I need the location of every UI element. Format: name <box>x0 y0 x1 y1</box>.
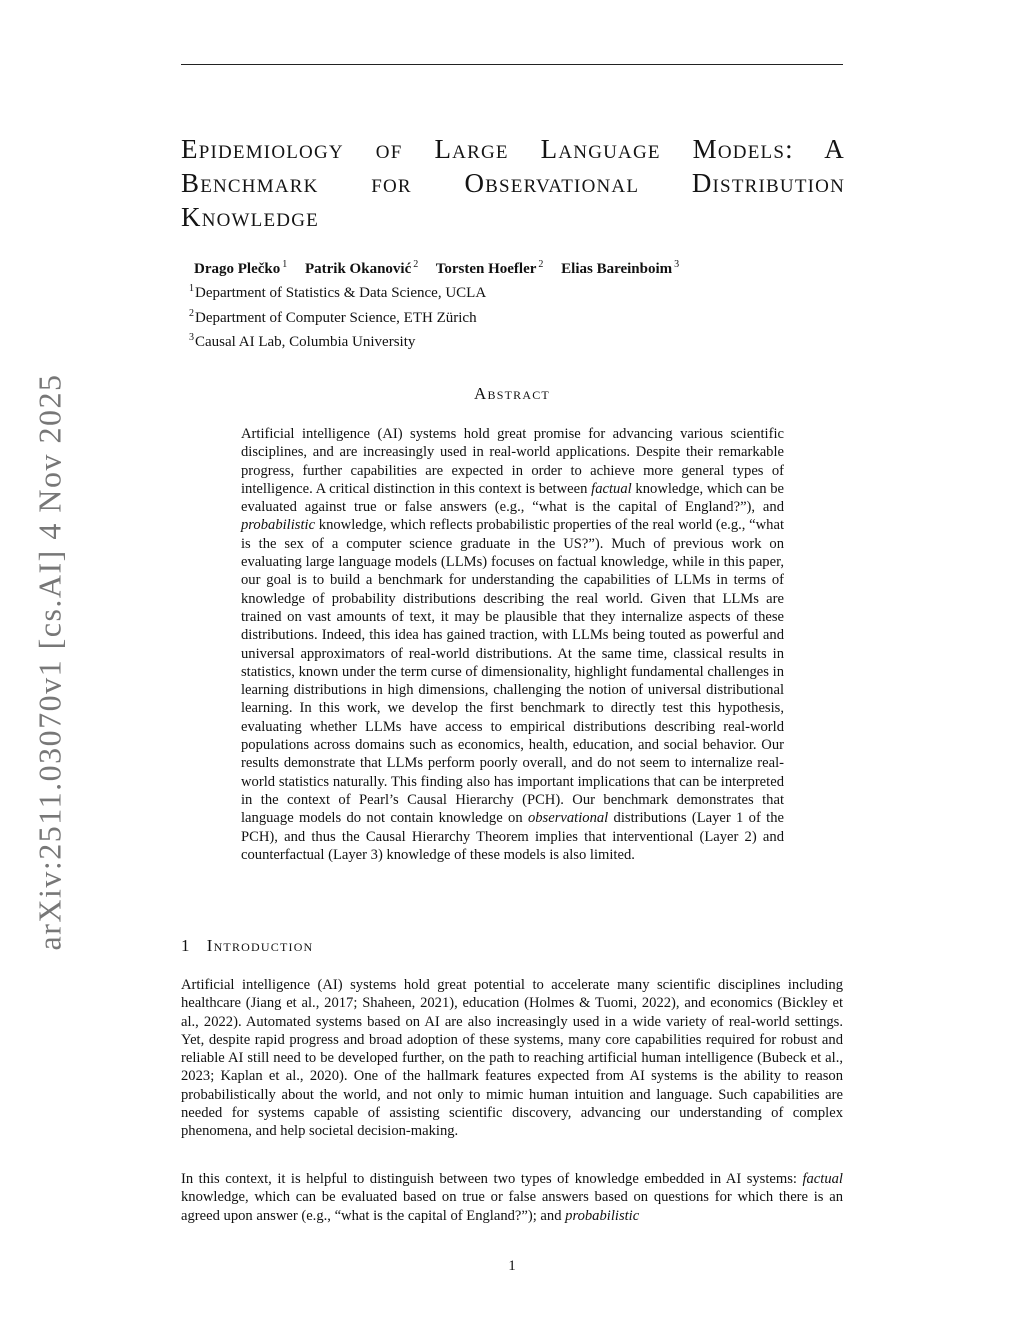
top-rule <box>181 64 843 65</box>
author <box>194 261 287 277</box>
author <box>561 261 679 277</box>
paragraph-text: knowledge, which can be evaluated based on true or false answers based on questions for which there is an agreed upon answer (e.g., “what is the capital of England?”); and <box>181 1189 843 1224</box>
affiliation-mark: 3 <box>189 332 194 343</box>
author-affil-mark: 2 <box>413 259 419 270</box>
author-name: Elias Bareinboim <box>561 261 673 277</box>
abstract-body <box>241 425 784 864</box>
abstract-text: Artificial intelligence (AI) systems hold great promise for advancing various scientific disciplines, and are increasingly used in real-world applications. Despite their remarkable progress, further capabilities are expected in order to achieve more general types of intelligence. A critical distinction in this context is between <box>241 426 784 497</box>
affiliation-mark: 1 <box>189 283 194 294</box>
paragraph-text: In this context, it is helpful to distinguish between two types of knowledge embedded in AI systems: <box>181 1171 803 1187</box>
author-name: Patrik Okanović <box>304 261 412 277</box>
title-line: Knowledge <box>181 202 319 232</box>
intro-paragraph <box>181 1170 843 1225</box>
author-affil-mark: 2 <box>538 259 544 270</box>
title-line: Benchmark for Observational Distribution <box>181 168 845 198</box>
paragraph-emphasis: probabilistic <box>565 1207 640 1224</box>
paragraph-emphasis: factual <box>802 1171 843 1187</box>
author-affil-mark: 1 <box>282 259 288 270</box>
affiliation <box>189 304 486 329</box>
abstract-text: knowledge, which can be evaluated against true or false answers (e.g., “what is the capital of England?”), and <box>241 480 784 516</box>
affiliation-text: Department of Computer Science, ETH Zürich <box>195 309 477 326</box>
author <box>436 261 544 277</box>
abstract-text: knowledge, which reflects probabilistic properties of the real world (e.g., “what is the sex of a computer science graduate in the US?”). Much of previous work on evaluating large language models (LLMs) focuses on factual knowledge, while in this paper, our goal is to build a benchmark for understanding the capabilities of LLMs in terms of knowledge of probability distributions describing the real world. Given that LLMs are trained on vast amounts of text, it may be plausible that they internalize aspects of these distributions. Indeed, this idea has gained traction, with LLMs being touted as powerful and universal approximators of real-world distributions. At the same time, classical results in statistics, known under the term curse of dimensionality, highlight fundamental challenges in learning distributions in high dimensions, challenging the notion of universal distributional learning. In this work, we develop the first benchmark to directly test this hypothesis, evaluating whether LLMs have access to empirical distributions describing real-world populations across domains such as economics, health, education, and social behavior. Our results demonstrate that LLMs perform poorly overall, and do not seem to internalize real-world statistics naturally. This finding also has important implications that can be interpreted in the context of Pearl’s Causal Hierarchy (PCH). Our benchmark demonstrates that language models do not contain knowledge on <box>241 517 784 827</box>
abstract-heading: Abstract <box>474 384 550 403</box>
affiliation-text: Department of Statistics & Data Science, UCLA <box>195 285 487 301</box>
author-name: Drago Plečko <box>194 261 281 277</box>
section-title: Introduction <box>206 936 314 955</box>
author-name: Torsten Hoefler <box>435 261 537 277</box>
abstract-text: distributions (Layer 1 of the PCH), and thus the Causal Hierarchy Theorem implies that interventional (Layer 2) and counterfactual (Layer 3) knowledge of these models is also limited. <box>241 810 784 863</box>
author-list <box>194 259 693 278</box>
intro-paragraph: Artificial intelligence (AI) systems hold great potential to accelerate many scientific disciplines including healthcare (Jiang et al., 2017; Shaheen, 2021), education (Holmes & Tuomi, 2022), and economics (Bickley et al., 2022). Automated systems based on AI are also increasingly used in a wide variety of real-world settings. Yet, despite rapid progress and broad adoption of these systems, many core capabilities required for robust and reliable AI still need to be developed further, on the path to reaching artificial human intelligence (Bubeck et al., 2023; Kaplan et al., 2020). One of the hallmark features expected from AI systems is the ability to reason probabilistically about the world, and not only to mimic human intuition and language. Such capabilities are needed for systems capable of assisting scientific discovery, advancing our understanding of complex phenomena, and help societal decision-making. <box>181 977 843 1140</box>
affiliation-list <box>189 279 486 353</box>
affiliation-mark: 2 <box>189 307 194 319</box>
author-affil-mark: 3 <box>674 259 680 270</box>
abstract-emphasis: factual <box>591 480 632 497</box>
paper-title <box>181 132 845 234</box>
section-heading <box>181 936 313 956</box>
affiliation <box>189 328 486 353</box>
affiliation-text: Causal AI Lab, Columbia University <box>195 334 416 350</box>
section-number: 1 <box>181 936 191 955</box>
author <box>305 261 418 277</box>
affiliation <box>189 279 486 304</box>
abstract-emphasis: observational <box>527 810 609 827</box>
page-number: 1 <box>508 1258 516 1274</box>
title-line: Epidemiology of Large Language Models: A <box>181 134 845 164</box>
abstract-emphasis: probabilistic <box>241 517 316 534</box>
arxiv-identifier[interactable]: arXiv:2511.03070v1 [cs.AI] 4 Nov 2025 <box>31 373 68 951</box>
